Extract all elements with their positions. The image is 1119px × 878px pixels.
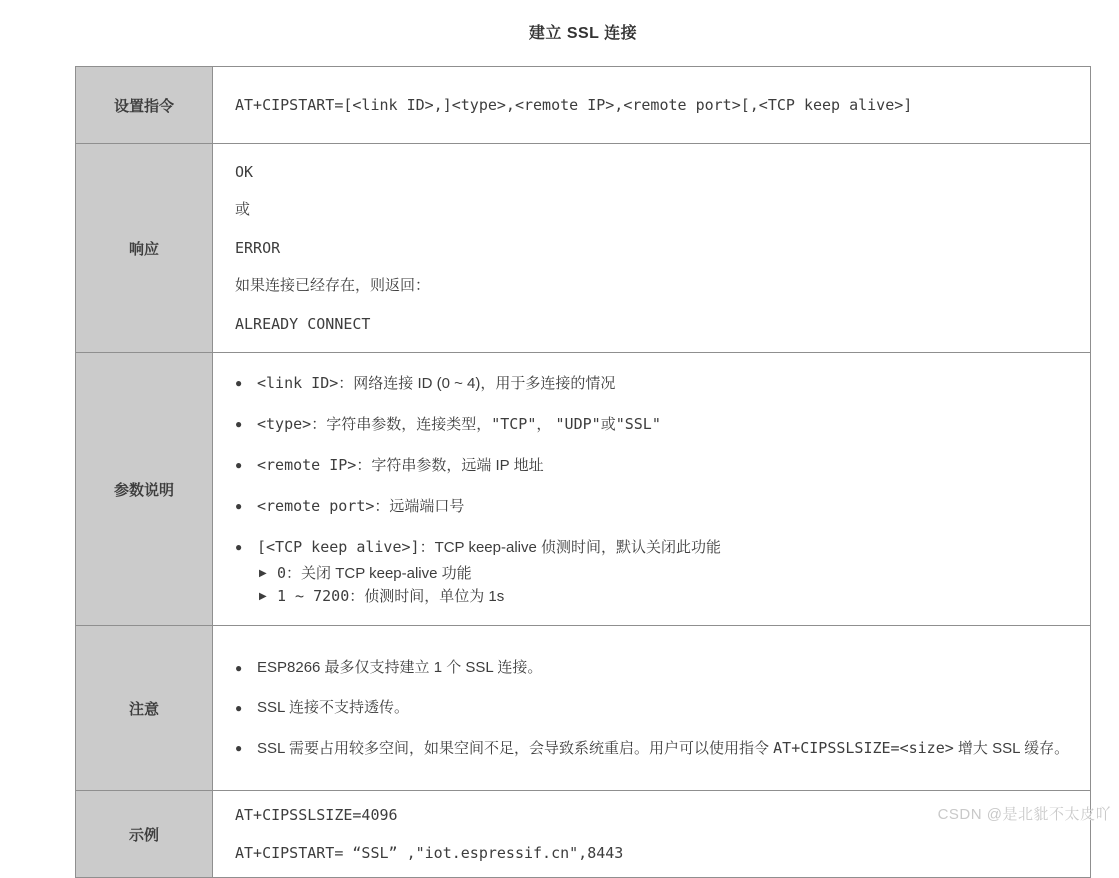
- table-row-command: [76, 67, 1091, 144]
- params-cell: [213, 353, 1091, 626]
- bullet-icon: ●: [235, 416, 243, 431]
- response-cell: [213, 144, 1091, 353]
- param-item-text: <remote IP>：字符串参数，远端 IP 地址: [257, 455, 544, 474]
- param-item-link-id: [235, 371, 1072, 396]
- param-item-text: [<TCP keep alive>]：TCP keep-alive 侦测时间，默认关闭此功能: [257, 537, 721, 556]
- triangle-bullet-icon: ▶: [259, 590, 267, 602]
- note-item-no-passthrough: [235, 696, 1072, 720]
- note-item-max-connections: [235, 656, 1072, 680]
- row-header-notes: 注意: [76, 626, 213, 791]
- triangle-bullet-icon: ▶: [259, 567, 267, 579]
- note-item-ssl-memory: [235, 736, 1072, 761]
- bullet-icon: ●: [235, 498, 243, 513]
- keep-alive-option-off: [259, 562, 1072, 585]
- response-line-error: ERROR: [235, 239, 281, 257]
- table-row-notes: [76, 626, 1091, 791]
- csdn-watermark: CSDN @是北豼不太皮吖: [937, 806, 1111, 823]
- response-line-or: 或: [235, 201, 251, 218]
- table-row-response: [76, 144, 1091, 353]
- bullet-icon: ●: [235, 700, 243, 715]
- table-row-params: [76, 353, 1091, 626]
- note-item-text: SSL 需要占用较多空间，如果空间不足，会导致系统重启。用户可以使用指令 AT+CIPSSLSIZE=<size> 增大 SSL 缓存。: [257, 738, 1070, 757]
- param-item-text: <remote port>：远端端口号: [257, 496, 465, 515]
- notes-cell: [213, 626, 1091, 791]
- row-header-params: 参数说明: [76, 353, 213, 626]
- sub-item-text: 0：关闭 TCP keep-alive 功能: [277, 563, 472, 582]
- keep-alive-option-range: [259, 585, 1072, 608]
- row-header-example: 示例: [76, 791, 213, 878]
- row-header-command: 设置指令: [76, 67, 213, 144]
- param-item-remote-ip: [235, 453, 1072, 478]
- response-line-already-connect: ALREADY CONNECT: [235, 315, 371, 333]
- bullet-icon: ●: [235, 539, 243, 554]
- param-item-text: <link ID>：网络连接 ID (0 ~ 4)，用于多连接的情况: [257, 373, 616, 392]
- param-item-type: [235, 412, 1072, 437]
- bullet-icon: ●: [235, 457, 243, 472]
- sub-item-text: 1 ~ 7200：侦测时间，单位为 1s: [277, 586, 505, 605]
- param-item-keep-alive: [235, 535, 1072, 608]
- example-line-sslsize: AT+CIPSSLSIZE=4096: [235, 806, 398, 824]
- keep-alive-sublist: [259, 562, 1072, 608]
- command-syntax: AT+CIPSTART=[<link ID>,]<type>,<remote IP>,<remote port>[,<TCP keep alive>]: [235, 95, 913, 114]
- response-line-exists: 如果连接已经存在，则返回：: [235, 277, 431, 294]
- example-line-cipstart: AT+CIPSTART= “SSL” ,"iot.espressif.cn",8443: [235, 844, 624, 862]
- bullet-icon: ●: [235, 740, 243, 755]
- param-item-remote-port: [235, 494, 1072, 519]
- page-title: 建立 SSL 连接: [528, 25, 638, 42]
- bullet-icon: ●: [235, 375, 243, 390]
- at-command-table: [75, 66, 1091, 878]
- note-item-text: ESP8266 最多仅支持建立 1 个 SSL 连接。: [257, 658, 543, 676]
- param-item-text: <type>：字符串参数，连接类型，"TCP"， "UDP"或"SSL": [257, 414, 661, 433]
- response-line-ok: OK: [235, 163, 254, 181]
- command-cell: [213, 67, 1091, 144]
- params-list: [235, 371, 1072, 608]
- bullet-icon: ●: [235, 660, 243, 675]
- row-header-response: 响应: [76, 144, 213, 353]
- note-item-text: SSL 连接不支持透传。: [257, 698, 409, 716]
- notes-list: [235, 656, 1072, 761]
